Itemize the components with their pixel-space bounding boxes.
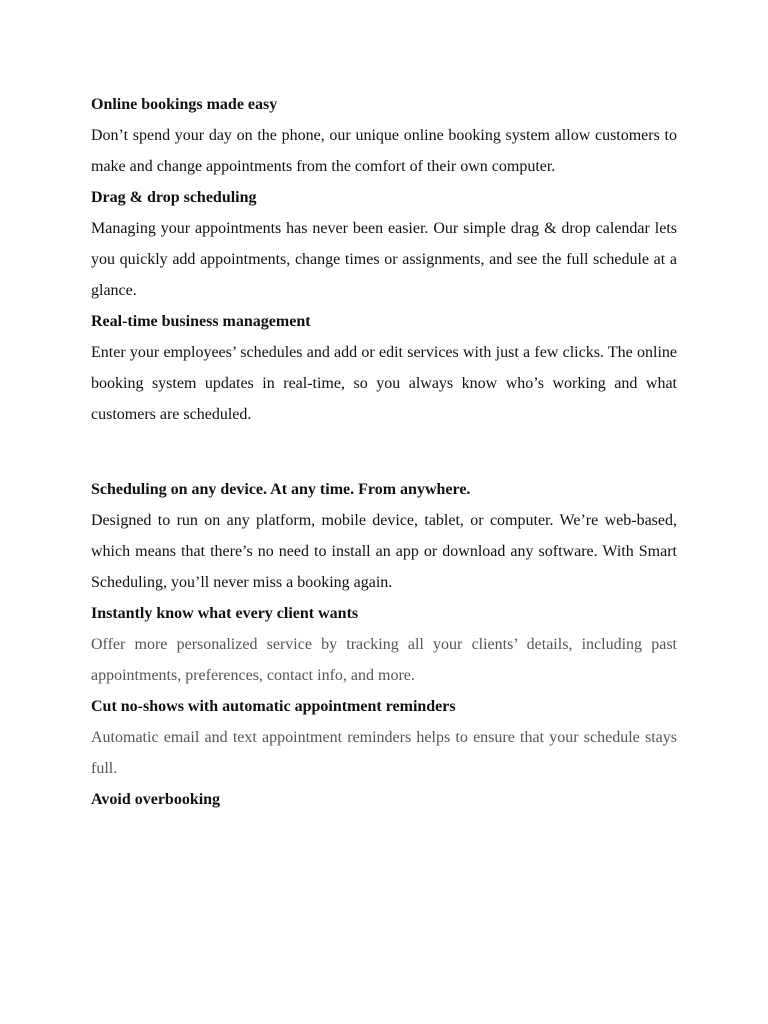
heading-real-time: Real-time business management bbox=[91, 313, 311, 330]
heading-overbooking: Avoid overbooking bbox=[91, 791, 221, 808]
paragraph-drag-drop: Managing your appointments has never been easier. Our simple drag & drop calendar lets you quickly add appointments, change times or assignments, and see the full schedule at a glance. bbox=[91, 220, 677, 299]
paragraph-real-time: Enter your employees’ schedules and add or edit services with just a few clicks. The online booking system updates in real-time, so you always know who’s working and what customers are scheduled. bbox=[91, 344, 677, 423]
heading-online-bookings: Online bookings made easy bbox=[91, 96, 278, 113]
paragraph-client-wants: Offer more personalized service by tracking all your clients’ details, including past appointments, preferences, contact info, and more. bbox=[91, 636, 677, 684]
paragraph-any-device: Designed to run on any platform, mobile device, tablet, or computer. We’re web-based, which means that there’s no need to install an app or download any software. With Smart Scheduling, you’ll never miss a booking again. bbox=[91, 512, 677, 591]
document-page bbox=[91, 89, 677, 815]
section-spacer bbox=[91, 430, 677, 474]
heading-drag-drop: Drag & drop scheduling bbox=[91, 189, 257, 206]
paragraph-online-bookings: Don’t spend your day on the phone, our unique online booking system allow customers to make and change appointments from the comfort of their own computer. bbox=[91, 127, 677, 175]
heading-any-device: Scheduling on any device. At any time. From anywhere. bbox=[91, 481, 471, 498]
heading-client-wants: Instantly know what every client wants bbox=[91, 605, 359, 622]
heading-reminders: Cut no-shows with automatic appointment reminders bbox=[91, 698, 456, 715]
paragraph-reminders: Automatic email and text appointment reminders helps to ensure that your schedule stays full. bbox=[91, 729, 677, 777]
